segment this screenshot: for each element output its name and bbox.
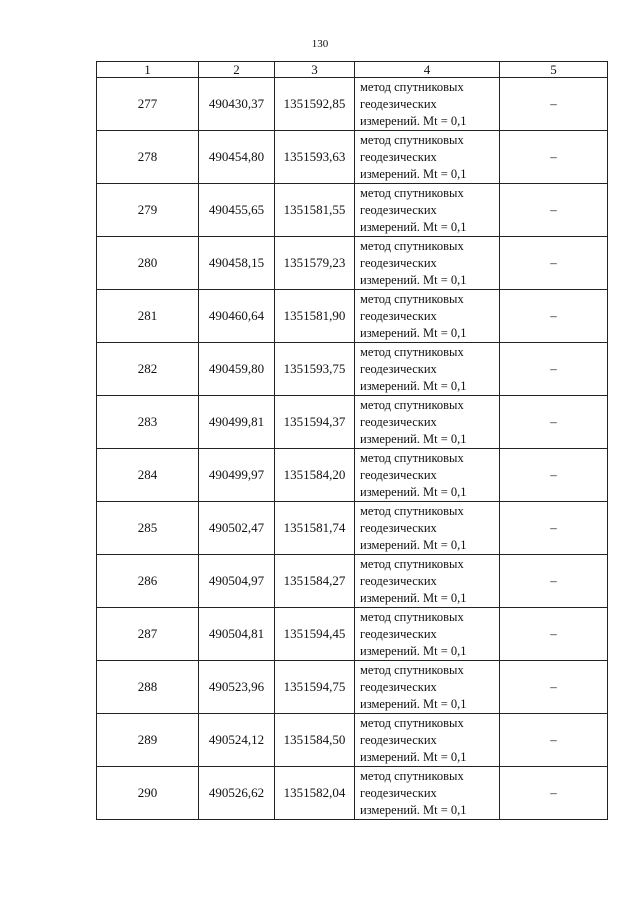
header-row xyxy=(97,62,608,78)
point-number-cell: 290 xyxy=(97,767,199,820)
method-cell xyxy=(355,502,500,555)
y-coordinate-cell: 1351581,90 xyxy=(275,290,355,343)
table-row xyxy=(97,555,608,608)
page-number: 130 xyxy=(311,38,329,50)
method-line: геодезических xyxy=(360,414,437,429)
method-line: измерений. Mt = 0,1 xyxy=(360,166,467,181)
method-line: метод спутниковых xyxy=(360,768,464,783)
method-cell xyxy=(355,343,500,396)
method-cell xyxy=(355,184,500,237)
x-coordinate-cell: 490524,12 xyxy=(199,714,275,767)
y-coordinate-cell: 1351581,74 xyxy=(275,502,355,555)
method-line: геодезических xyxy=(360,626,437,641)
y-coordinate-cell: 1351579,23 xyxy=(275,237,355,290)
method-line: метод спутниковых xyxy=(360,132,464,147)
method-line: измерений. Mt = 0,1 xyxy=(360,219,467,234)
method-cell xyxy=(355,714,500,767)
table-row xyxy=(97,608,608,661)
method-line: измерений. Mt = 0,1 xyxy=(360,378,467,393)
table-row xyxy=(97,78,608,131)
method-line: геодезических xyxy=(360,255,437,270)
y-coordinate-cell: 1351594,75 xyxy=(275,661,355,714)
method-cell xyxy=(355,661,500,714)
y-coordinate-cell: 1351594,45 xyxy=(275,608,355,661)
method-line: метод спутниковых xyxy=(360,397,464,412)
y-coordinate-cell: 1351584,50 xyxy=(275,714,355,767)
note-cell: – xyxy=(500,396,608,449)
method-line: измерений. Mt = 0,1 xyxy=(360,325,467,340)
point-number-cell: 277 xyxy=(97,78,199,131)
method-line: измерений. Mt = 0,1 xyxy=(360,431,467,446)
note-cell: – xyxy=(500,449,608,502)
method-line: метод спутниковых xyxy=(360,344,464,359)
method-cell xyxy=(355,608,500,661)
note-cell: – xyxy=(500,714,608,767)
x-coordinate-cell: 490460,64 xyxy=(199,290,275,343)
point-number-cell: 289 xyxy=(97,714,199,767)
point-number-cell: 282 xyxy=(97,343,199,396)
table-row xyxy=(97,502,608,555)
method-cell xyxy=(355,131,500,184)
table-row xyxy=(97,714,608,767)
x-coordinate-cell: 490499,97 xyxy=(199,449,275,502)
method-line: измерений. Mt = 0,1 xyxy=(360,749,467,764)
y-coordinate-cell: 1351582,04 xyxy=(275,767,355,820)
note-cell: – xyxy=(500,78,608,131)
point-number-cell: 279 xyxy=(97,184,199,237)
x-coordinate-cell: 490455,65 xyxy=(199,184,275,237)
method-line: метод спутниковых xyxy=(360,238,464,253)
method-line: метод спутниковых xyxy=(360,79,464,94)
method-line: метод спутниковых xyxy=(360,715,464,730)
x-coordinate-cell: 490430,37 xyxy=(199,78,275,131)
method-line: геодезических xyxy=(360,785,437,800)
x-coordinate-cell: 490458,15 xyxy=(199,237,275,290)
point-number-cell: 284 xyxy=(97,449,199,502)
method-cell xyxy=(355,396,500,449)
header-col-3: 3 xyxy=(275,62,355,78)
y-coordinate-cell: 1351584,20 xyxy=(275,449,355,502)
note-cell: – xyxy=(500,661,608,714)
table-row xyxy=(97,290,608,343)
note-cell: – xyxy=(500,343,608,396)
y-coordinate-cell: 1351581,55 xyxy=(275,184,355,237)
method-line: геодезических xyxy=(360,679,437,694)
method-line: геодезических xyxy=(360,149,437,164)
table-row xyxy=(97,449,608,502)
point-number-cell: 286 xyxy=(97,555,199,608)
note-cell: – xyxy=(500,555,608,608)
note-cell: – xyxy=(500,131,608,184)
table-row xyxy=(97,661,608,714)
method-cell xyxy=(355,290,500,343)
header-col-4: 4 xyxy=(355,62,500,78)
method-line: геодезических xyxy=(360,202,437,217)
note-cell: – xyxy=(500,608,608,661)
method-line: измерений. Mt = 0,1 xyxy=(360,643,467,658)
method-line: метод спутниковых xyxy=(360,503,464,518)
point-number-cell: 285 xyxy=(97,502,199,555)
table-header xyxy=(97,62,608,78)
x-coordinate-cell: 490504,97 xyxy=(199,555,275,608)
y-coordinate-cell: 1351593,75 xyxy=(275,343,355,396)
point-number-cell: 280 xyxy=(97,237,199,290)
note-cell: – xyxy=(500,184,608,237)
x-coordinate-cell: 490504,81 xyxy=(199,608,275,661)
y-coordinate-cell: 1351592,85 xyxy=(275,78,355,131)
point-number-cell: 278 xyxy=(97,131,199,184)
y-coordinate-cell: 1351584,27 xyxy=(275,555,355,608)
method-line: измерений. Mt = 0,1 xyxy=(360,484,467,499)
x-coordinate-cell: 490454,80 xyxy=(199,131,275,184)
method-line: геодезических xyxy=(360,308,437,323)
method-cell xyxy=(355,555,500,608)
method-cell xyxy=(355,767,500,820)
x-coordinate-cell: 490499,81 xyxy=(199,396,275,449)
header-col-5: 5 xyxy=(500,62,608,78)
method-line: метод спутниковых xyxy=(360,450,464,465)
header-col-2: 2 xyxy=(199,62,275,78)
method-cell xyxy=(355,78,500,131)
note-cell: – xyxy=(500,237,608,290)
method-line: метод спутниковых xyxy=(360,185,464,200)
table-row xyxy=(97,237,608,290)
method-line: геодезических xyxy=(360,520,437,535)
method-line: метод спутниковых xyxy=(360,662,464,677)
method-line: метод спутниковых xyxy=(360,291,464,306)
table-row xyxy=(97,767,608,820)
point-number-cell: 287 xyxy=(97,608,199,661)
x-coordinate-cell: 490526,62 xyxy=(199,767,275,820)
method-line: метод спутниковых xyxy=(360,556,464,571)
x-coordinate-cell: 490523,96 xyxy=(199,661,275,714)
header-col-1: 1 xyxy=(97,62,199,78)
table-row xyxy=(97,131,608,184)
method-cell xyxy=(355,237,500,290)
method-line: измерений. Mt = 0,1 xyxy=(360,696,467,711)
table-row xyxy=(97,343,608,396)
x-coordinate-cell: 490459,80 xyxy=(199,343,275,396)
x-coordinate-cell: 490502,47 xyxy=(199,502,275,555)
method-line: геодезических xyxy=(360,96,437,111)
table-body xyxy=(97,78,608,820)
point-number-cell: 288 xyxy=(97,661,199,714)
method-line: измерений. Mt = 0,1 xyxy=(360,113,467,128)
method-cell xyxy=(355,449,500,502)
method-line: измерений. Mt = 0,1 xyxy=(360,802,467,817)
method-line: измерений. Mt = 0,1 xyxy=(360,590,467,605)
note-cell: – xyxy=(500,767,608,820)
method-line: измерений. Mt = 0,1 xyxy=(360,537,467,552)
note-cell: – xyxy=(500,290,608,343)
y-coordinate-cell: 1351594,37 xyxy=(275,396,355,449)
coordinates-table xyxy=(96,61,608,820)
y-coordinate-cell: 1351593,63 xyxy=(275,131,355,184)
method-line: геодезических xyxy=(360,467,437,482)
note-cell: – xyxy=(500,502,608,555)
method-line: геодезических xyxy=(360,732,437,747)
point-number-cell: 283 xyxy=(97,396,199,449)
table-row xyxy=(97,184,608,237)
method-line: геодезических xyxy=(360,361,437,376)
method-line: метод спутниковых xyxy=(360,609,464,624)
point-number-cell: 281 xyxy=(97,290,199,343)
table-row xyxy=(97,396,608,449)
method-line: измерений. Mt = 0,1 xyxy=(360,272,467,287)
method-line: геодезических xyxy=(360,573,437,588)
